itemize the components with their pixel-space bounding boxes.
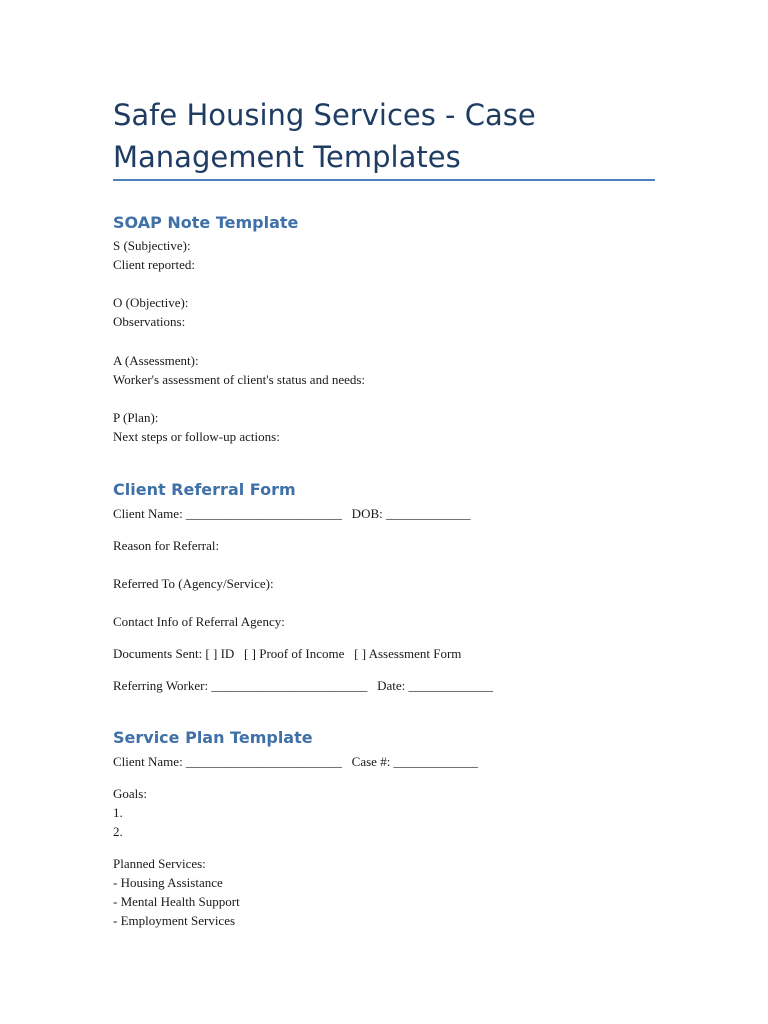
service-plan-client-case: Client Name: ________________________ Case #: _____________	[113, 754, 479, 769]
soap-note-heading: SOAP Note Template	[113, 213, 299, 232]
referral-worker-date: Referring Worker: ________________________ Date: _____________	[113, 678, 493, 693]
soap-assessment-text: Worker's assessment of client's status and needs:	[113, 372, 366, 387]
referral-client-name-dob: Client Name: ________________________ DOB: _____________	[113, 506, 471, 521]
document-title-line-1: Safe Housing Services - Case	[113, 98, 536, 132]
service-plan-services-label: Planned Services:	[113, 856, 206, 871]
service-plan-goals-label: Goals:	[113, 786, 147, 801]
soap-subjective-text: Client reported:	[113, 257, 195, 272]
service-plan-goal-item: 1.	[113, 805, 123, 820]
service-plan-service-item: - Employment Services	[113, 913, 236, 928]
referral-referred-to: Referred To (Agency/Service):	[113, 576, 274, 591]
document-title-line-2: Management Templates	[113, 140, 461, 174]
service-plan-service-item: - Housing Assistance	[113, 875, 223, 890]
referral-reason: Reason for Referral:	[113, 538, 220, 553]
title-underline-rule	[113, 179, 655, 181]
soap-subjective-label: S (Subjective):	[113, 238, 191, 253]
document-title	[113, 94, 656, 178]
soap-assessment-label: A (Assessment):	[113, 353, 199, 368]
service-plan-service-item: - Mental Health Support	[113, 894, 240, 909]
service-plan-goal-item: 2.	[113, 824, 123, 839]
referral-contact-info: Contact Info of Referral Agency:	[113, 614, 285, 629]
service-plan-heading: Service Plan Template	[113, 728, 313, 747]
soap-plan-label: P (Plan):	[113, 410, 159, 425]
soap-objective-text: Observations:	[113, 314, 186, 329]
referral-form-heading: Client Referral Form	[113, 480, 296, 499]
soap-plan-text: Next steps or follow-up actions:	[113, 429, 280, 444]
soap-objective-label: O (Objective):	[113, 295, 189, 310]
referral-documents-sent: Documents Sent: [ ] ID [ ] Proof of Income [ ] Assessment Form	[113, 646, 462, 661]
